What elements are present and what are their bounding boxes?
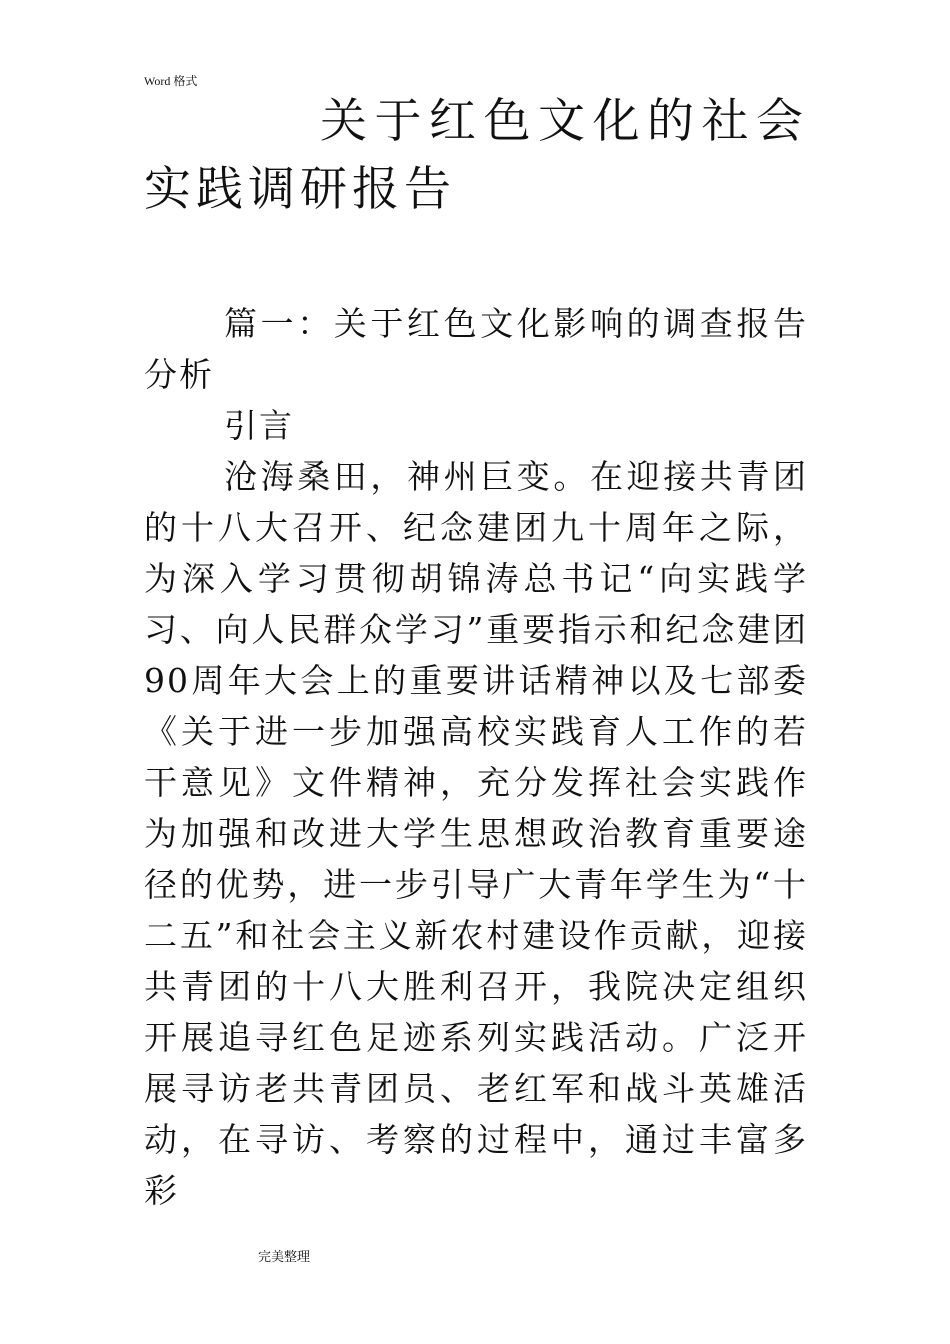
document-title: 关于红色文化的社会实践调研报告 (144, 94, 808, 217)
section-heading: 篇一：关于红色文化影响的调查报告分析 (144, 304, 808, 394)
header-label: Word 格式 (144, 74, 198, 88)
document-body (144, 298, 808, 1216)
body-paragraph: 沧海桑田，神州巨变。在迎接共青团的十八大召开、纪念建团九十周年之际，为深入学习贯彻胡锦涛总书记“向实践学习、向人民群众学习”重要指示和纪念建团90周年大会上的重要讲话精神以及七部委《关于进一步加强高校实践育人工作的若干意见》文件精神，充分发挥社会实践作为加强和改进大学生思想政治教育重要途径的优势，进一步引导广大青年学生为“十二五”和社会主义新农村建设作贡献，迎接共青团的十八大胜利召开，我院决定组织开展追寻红色足迹系列实践活动。广泛开展寻访老共青团员、老红军和战斗英雄活动，在寻访、考察的过程中，通过丰富多彩 (144, 457, 808, 1210)
footer-label: 完美整理 (258, 1250, 311, 1265)
intro-heading: 引言 (224, 406, 294, 445)
